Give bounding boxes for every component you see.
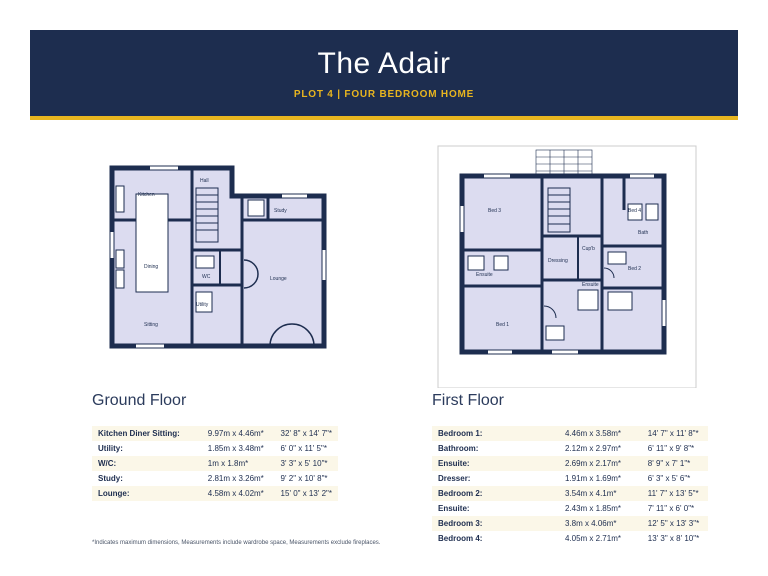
table-row <box>432 426 708 441</box>
table-row <box>432 501 708 516</box>
room-name-cell: Utility: <box>98 444 123 453</box>
plan-label-bed1: Bed 1 <box>496 322 510 328</box>
room-name-cell: Bathroom: <box>438 444 479 453</box>
plan-label-bed3: Bed 3 <box>488 208 502 214</box>
metric-dimension-cell: 4.58m x 4.02m* <box>207 489 264 498</box>
room-name-cell: Bedroom 1: <box>438 429 483 438</box>
metric-dimension-cell: 2.12m x 2.97m* <box>564 444 621 453</box>
imperial-dimension-cell: 13' 3" x 8' 10"* <box>647 534 700 543</box>
plan-label-bath: Bath <box>638 230 649 236</box>
imperial-dimension-cell: 3' 3" x 5' 10"* <box>280 459 328 468</box>
table-row <box>92 426 338 441</box>
room-name-cell: Ensuite: <box>438 459 470 468</box>
table-row <box>432 441 708 456</box>
metric-dimension-cell: 3.54m x 4.1m* <box>564 489 617 498</box>
table-row <box>432 516 708 531</box>
metric-dimension-cell: 1m x 1.8m* <box>207 459 249 468</box>
imperial-dimension-cell: 6' 3" x 5' 6"* <box>647 474 691 483</box>
metric-dimension-cell: 2.69m x 2.17m* <box>564 459 621 468</box>
plan-label-kitchen: Kitchen <box>138 192 155 198</box>
imperial-dimension-cell: 8' 9" x 7' 1"* <box>647 459 691 468</box>
ground-floor-label: Ground Floor <box>92 392 187 409</box>
plan-label-hall: Hall <box>200 178 209 184</box>
room-name-cell: Bedroom 2: <box>438 489 483 498</box>
table-row <box>92 456 338 471</box>
page-title: The Adair <box>317 46 451 80</box>
imperial-dimension-cell: 11' 7" x 13' 5"* <box>647 489 699 498</box>
plan-label-bed2: Bed 2 <box>628 266 642 272</box>
plan-label-bed4: Bed 4 <box>628 208 642 214</box>
imperial-dimension-cell: 6' 0" x 11' 5"* <box>280 444 327 453</box>
table-row <box>432 531 708 546</box>
plan-label-lounge: Lounge <box>270 276 287 282</box>
metric-dimension-cell: 1.91m x 1.69m* <box>564 474 621 483</box>
room-name-cell: Bedroom 4: <box>438 534 483 543</box>
table-row <box>432 456 708 471</box>
plan-label-ensuite-1: Ensuite <box>476 272 493 278</box>
ground-floor-plan <box>92 140 362 388</box>
first-floor-plan <box>432 140 702 388</box>
plan-label-cupboard: Cup'b <box>582 246 595 252</box>
table-row <box>92 441 338 456</box>
footnote-text: *Indicates maximum dimensions, Measurements include wardrobe space, Measurements exclude fireplaces. <box>92 540 381 546</box>
imperial-dimension-cell: 12' 5" x 13' 3"* <box>647 519 700 528</box>
room-name-cell: W/C: <box>98 459 117 468</box>
metric-dimension-cell: 1.85m x 3.48m* <box>207 444 264 453</box>
metric-dimension-cell: 2.81m x 3.26m* <box>207 474 264 483</box>
plan-label-utility: Utility <box>196 302 209 308</box>
imperial-dimension-cell: 6' 11" x 9' 8"* <box>647 444 695 453</box>
room-name-cell: Bedroom 3: <box>438 519 483 528</box>
room-name-cell: Kitchen Diner Sitting: <box>98 429 180 438</box>
table-row <box>92 471 338 486</box>
ground-table-body <box>92 426 338 501</box>
plan-label-wc: WC <box>202 274 211 280</box>
table-row <box>432 486 708 501</box>
plan-label-sitting: Sitting <box>144 322 158 328</box>
imperial-dimension-cell: 14' 7" x 11' 8"* <box>647 429 699 438</box>
room-name-cell: Ensuite: <box>438 504 470 513</box>
ground-floor-dimensions-table <box>92 426 338 501</box>
document-header <box>30 30 738 120</box>
metric-dimension-cell: 3.8m x 4.06m* <box>564 519 617 528</box>
metric-dimension-cell: 4.05m x 2.71m* <box>564 534 621 543</box>
imperial-dimension-cell: 32' 8" x 14' 7"* <box>280 429 332 438</box>
first-floor-label: First Floor <box>432 392 504 409</box>
table-row <box>92 486 338 501</box>
table-row <box>432 471 708 486</box>
room-name-cell: Lounge: <box>98 489 130 498</box>
first-table-body <box>432 426 708 546</box>
first-floor-dimensions-table <box>432 426 708 546</box>
metric-dimension-cell: 2.43m x 1.85m* <box>564 504 621 513</box>
plan-label-dining: Dining <box>144 264 159 270</box>
room-name-cell: Study: <box>98 474 123 483</box>
imperial-dimension-cell: 15' 0" x 13' 2"* <box>280 489 332 498</box>
plan-label-study: Study <box>274 208 287 214</box>
imperial-dimension-cell: 9' 2" x 10' 8"* <box>280 474 328 483</box>
metric-dimension-cell: 4.46m x 3.58m* <box>564 429 621 438</box>
plot-subtitle: PLOT 4 | FOUR BEDROOM HOME <box>293 88 475 100</box>
plan-label-dressing: Dressing <box>548 258 568 264</box>
metric-dimension-cell: 9.97m x 4.46m* <box>207 429 264 438</box>
plan-label-ensuite-2: Ensuite <box>582 282 599 288</box>
imperial-dimension-cell: 7' 11" x 6' 0"* <box>647 504 695 513</box>
room-name-cell: Dresser: <box>438 474 471 483</box>
